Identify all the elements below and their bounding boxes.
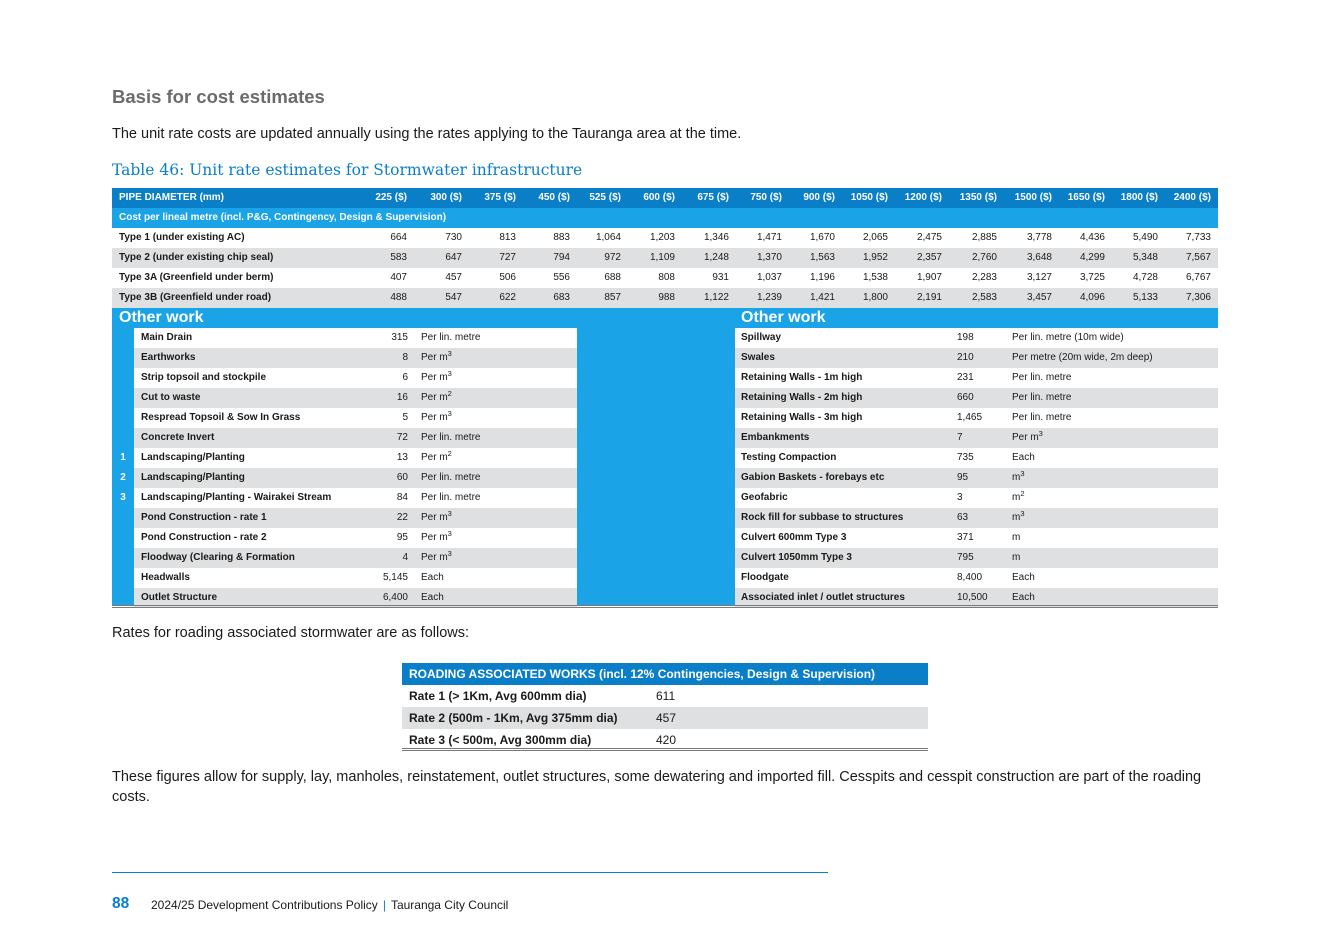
item-rate: 210 — [957, 352, 974, 363]
other-work-item — [134, 368, 577, 388]
pipe-cost-cell: 5,133 — [1132, 292, 1158, 303]
pipe-cost-cell: 1,538 — [862, 272, 888, 283]
section-heading: Basis for cost estimates — [112, 86, 325, 107]
pipe-column-header: 1800 ($) — [1120, 192, 1158, 203]
item-rate: 22 — [396, 512, 408, 523]
other-work-item — [735, 348, 1218, 368]
item-label: Main Drain — [141, 332, 193, 343]
pipe-cost-cell: 3,778 — [1026, 232, 1052, 243]
item-label: Testing Compaction — [741, 452, 837, 463]
item-unit — [1012, 468, 1025, 488]
other-work-item — [735, 508, 1218, 528]
unit-text: Each — [421, 592, 444, 603]
pipe-column-header: 1650 ($) — [1067, 192, 1105, 203]
pipe-cost-cell: 730 — [445, 232, 462, 243]
pipe-cost-cell: 5,348 — [1132, 252, 1158, 263]
table-caption: Table 46: Unit rate estimates for Stormwater infrastructure — [112, 161, 583, 179]
pipe-cost-cell: 683 — [553, 292, 570, 303]
other-work-item — [134, 408, 577, 428]
other-work-item — [735, 568, 1218, 588]
item-label: Outlet Structure — [141, 592, 218, 603]
item-label: Earthworks — [141, 352, 196, 363]
unit-text: Per metre (20m wide, 2m deep) — [1012, 352, 1153, 363]
other-work-item — [735, 428, 1218, 448]
item-unit — [1012, 488, 1025, 508]
pipe-cost-cell: 3,127 — [1026, 272, 1052, 283]
item-rate: 3 — [957, 492, 963, 503]
other-work-item — [735, 368, 1218, 388]
other-work-item — [735, 548, 1218, 568]
item-rate: 95 — [957, 472, 969, 483]
pipe-table-row — [112, 248, 1218, 268]
pipe-cost-cell: 857 — [604, 292, 621, 303]
other-work-item — [134, 468, 577, 488]
pipe-column-header: 1350 ($) — [959, 192, 997, 203]
unit-text: Each — [1012, 592, 1035, 603]
unit-text: Each — [1012, 452, 1035, 463]
pipe-cost-cell: 988 — [658, 292, 675, 303]
middle-band — [577, 328, 735, 606]
unit-text: Per m — [421, 392, 448, 403]
pipe-cost-cell: 1,421 — [809, 292, 835, 303]
item-label: Floodgate — [741, 572, 789, 583]
rates-intro: Rates for roading associated stormwater are as follows: — [112, 625, 470, 641]
unit-text: Per m — [421, 452, 448, 463]
item-unit — [1012, 368, 1071, 388]
item-label: Geofabric — [741, 492, 788, 503]
item-label: Swales — [741, 352, 775, 363]
pipe-cost-cell: 1,670 — [809, 232, 835, 243]
other-work-item — [735, 328, 1218, 348]
pipe-cost-cell: 3,725 — [1079, 272, 1105, 283]
other-work-item — [134, 528, 577, 548]
pipe-cost-cell: 622 — [499, 292, 516, 303]
roading-rate-value: 611 — [656, 689, 676, 703]
pipe-column-header: 225 ($) — [375, 192, 407, 203]
unit-text: Each — [421, 572, 444, 583]
other-work-item — [134, 568, 577, 588]
item-label: Embankments — [741, 432, 810, 443]
pipe-cost-cell: 1,064 — [595, 232, 621, 243]
unit-text: Per lin. metre — [421, 432, 481, 443]
unit-text: m — [1012, 532, 1021, 543]
pipe-cost-cell: 6,767 — [1185, 272, 1211, 283]
item-unit — [1012, 508, 1025, 528]
group-number: 2 — [120, 472, 126, 483]
item-label: Concrete Invert — [141, 432, 215, 443]
other-work-item — [735, 488, 1218, 508]
pipe-table-row — [112, 288, 1218, 308]
other-work-item — [735, 408, 1218, 428]
pipe-column-header: 525 ($) — [589, 192, 621, 203]
unit-text: m — [1012, 492, 1021, 503]
pipe-column-header: 450 ($) — [538, 192, 570, 203]
item-rate: 5,145 — [382, 572, 408, 583]
unit-text: Each — [1012, 572, 1035, 583]
item-unit — [421, 448, 452, 468]
other-work-item — [134, 488, 577, 508]
item-unit — [421, 428, 480, 448]
item-unit — [1012, 408, 1071, 428]
item-rate: 72 — [396, 432, 408, 443]
unit-exponent: 3 — [447, 409, 452, 418]
item-unit — [1012, 348, 1153, 368]
page-number: 88 — [112, 895, 130, 912]
roading-rate-label: Rate 1 (> 1Km, Avg 600mm dia) — [409, 689, 587, 703]
item-rate: 6,400 — [382, 592, 408, 603]
item-rate: 8,400 — [957, 572, 983, 583]
pipe-cost-cell: 931 — [712, 272, 729, 283]
pipe-cost-cell: 7,567 — [1185, 252, 1211, 263]
other-work-item — [134, 448, 577, 468]
item-label: Headwalls — [141, 572, 190, 583]
pipe-cost-cell: 4,299 — [1079, 252, 1105, 263]
item-rate: 198 — [957, 332, 974, 343]
item-unit — [421, 508, 452, 528]
unit-text: Per m — [421, 352, 448, 363]
roading-rate-row — [402, 685, 928, 707]
pipe-cost-cell: 2,583 — [971, 292, 997, 303]
item-label: Landscaping/Planting — [141, 472, 245, 483]
item-unit — [421, 568, 444, 588]
pipe-cost-cell: 506 — [499, 272, 516, 283]
other-work-item — [735, 468, 1218, 488]
pipe-cost-cell: 2,191 — [916, 292, 942, 303]
item-unit — [421, 468, 480, 488]
item-label: Landscaping/Planting — [141, 452, 245, 463]
item-unit — [421, 408, 452, 428]
pipe-cost-cell: 547 — [445, 292, 462, 303]
roading-rate-label: Rate 2 (500m - 1Km, Avg 375mm dia) — [409, 711, 618, 725]
pipe-column-header: 1500 ($) — [1014, 192, 1052, 203]
unit-text: Per m — [1012, 432, 1039, 443]
unit-text: Per m — [421, 372, 448, 383]
pipe-cost-cell: 1,109 — [649, 252, 675, 263]
pipe-cost-cell: 1,952 — [862, 252, 888, 263]
pipe-cost-cell: 1,122 — [703, 292, 729, 303]
item-unit — [421, 548, 452, 568]
pipe-cost-cell: 1,203 — [649, 232, 675, 243]
pipe-cost-cell: 7,733 — [1185, 232, 1211, 243]
item-unit — [1012, 388, 1071, 408]
item-rate: 4 — [402, 552, 408, 563]
pipe-cost-cell: 1,800 — [862, 292, 888, 303]
cost-per-metre-label: Cost per lineal metre (incl. P&G, Contingency, Design & Supervision) — [119, 212, 447, 223]
pipe-cost-cell: 1,370 — [756, 252, 782, 263]
pipe-cost-cell: 583 — [390, 252, 407, 263]
pipe-cost-cell: 457 — [445, 272, 462, 283]
unit-text: m — [1012, 472, 1021, 483]
item-label: Landscaping/Planting - Wairakei Stream — [141, 492, 332, 503]
unit-text: Per lin. metre — [421, 332, 481, 343]
item-rate: 231 — [957, 372, 974, 383]
pipe-cost-cell: 556 — [553, 272, 570, 283]
item-rate: 60 — [396, 472, 408, 483]
unit-exponent: 3 — [1038, 429, 1043, 438]
pipe-diameter-label: PIPE DIAMETER (mm) — [119, 192, 225, 203]
pipe-column-header: 675 ($) — [697, 192, 729, 203]
item-label: Pond Construction - rate 2 — [141, 532, 267, 543]
pipe-cost-cell: 664 — [390, 232, 407, 243]
pipe-cost-cell: 813 — [499, 232, 516, 243]
pipe-table-subheader — [112, 208, 1218, 228]
item-rate: 84 — [396, 492, 408, 503]
pipe-cost-cell: 2,760 — [971, 252, 997, 263]
item-rate: 315 — [391, 332, 408, 343]
roading-table-header: ROADING ASSOCIATED WORKS (incl. 12% Contingencies, Design & Supervision) — [402, 663, 928, 685]
unit-exponent: 3 — [447, 529, 452, 538]
roading-works-table — [402, 663, 928, 751]
footer-rule — [112, 872, 828, 873]
unit-exponent: 3 — [1020, 509, 1025, 518]
item-unit — [421, 488, 480, 508]
pipe-table-row — [112, 268, 1218, 288]
other-work-header — [112, 308, 1218, 328]
pipe-column-header: 1050 ($) — [850, 192, 888, 203]
item-rate: 16 — [396, 392, 408, 403]
pipe-cost-cell: 407 — [390, 272, 407, 283]
other-work-item — [134, 348, 577, 368]
pipe-cost-cell: 688 — [604, 272, 621, 283]
unit-exponent: 2 — [447, 389, 452, 398]
item-label: Culvert 600mm Type 3 — [741, 532, 847, 543]
item-rate: 660 — [957, 392, 974, 403]
pipe-cost-cell: 488 — [390, 292, 407, 303]
item-label: Retaining Walls - 1m high — [741, 372, 863, 383]
other-work-table — [112, 328, 1218, 606]
footer-separator: | — [382, 898, 386, 912]
item-label: Strip topsoil and stockpile — [141, 372, 267, 383]
unit-exponent: 2 — [447, 449, 452, 458]
pipe-cost-cell: 2,475 — [916, 232, 942, 243]
pipe-column-header: 1200 ($) — [904, 192, 942, 203]
table-bottom-rule — [112, 605, 1218, 608]
item-label: Culvert 1050mm Type 3 — [741, 552, 852, 563]
item-unit — [421, 328, 480, 348]
pipe-row-label: Type 1 (under existing AC) — [119, 232, 245, 243]
other-work-item — [735, 448, 1218, 468]
unit-text: Per m — [421, 532, 448, 543]
item-label: Floodway (Clearing & Formation — [141, 552, 295, 563]
pipe-cost-cell: 1,239 — [756, 292, 782, 303]
other-work-left-title: Other work — [119, 309, 204, 326]
other-work-item — [134, 508, 577, 528]
pipe-cost-cell: 3,648 — [1026, 252, 1052, 263]
item-label: Cut to waste — [141, 392, 201, 403]
other-work-item — [735, 388, 1218, 408]
item-label: Respread Topsoil & Sow In Grass — [141, 412, 301, 423]
roading-rate-row — [402, 707, 928, 729]
item-rate: 95 — [396, 532, 408, 543]
item-unit — [421, 368, 452, 388]
item-rate: 8 — [402, 352, 408, 363]
roading-bottom-rule — [402, 748, 928, 751]
unit-text: Per m — [421, 512, 448, 523]
other-work-item — [735, 528, 1218, 548]
pipe-cost-cell: 972 — [604, 252, 621, 263]
unit-text: Per lin. metre — [1012, 412, 1072, 423]
other-work-item — [134, 428, 577, 448]
pipe-cost-cell: 883 — [553, 232, 570, 243]
item-rate: 795 — [957, 552, 974, 563]
unit-text: m — [1012, 552, 1021, 563]
unit-text: Per lin. metre (10m wide) — [1012, 332, 1124, 343]
pipe-cost-cell: 7,306 — [1185, 292, 1211, 303]
item-rate: 371 — [957, 532, 974, 543]
unit-text: m — [1012, 512, 1021, 523]
pipe-cost-cell: 1,346 — [703, 232, 729, 243]
pipe-cost-cell: 2,065 — [862, 232, 888, 243]
pipe-cost-cell: 1,471 — [756, 232, 782, 243]
group-number: 3 — [120, 492, 126, 503]
pipe-column-header: 375 ($) — [484, 192, 516, 203]
footer-title: 2024/25 Development Contributions Policy — [151, 898, 378, 912]
item-unit — [1012, 548, 1020, 568]
pipe-cost-cell: 1,196 — [809, 272, 835, 283]
item-unit — [1012, 428, 1043, 448]
unit-text: Per lin. metre — [421, 492, 481, 503]
item-rate: 5 — [402, 412, 408, 423]
item-rate: 13 — [396, 452, 408, 463]
item-unit — [1012, 328, 1124, 348]
footer-org: Tauranga City Council — [390, 898, 509, 912]
pipe-column-header: 2400 ($) — [1173, 192, 1211, 203]
pipe-cost-cell: 1,037 — [756, 272, 782, 283]
roading-rate-label: Rate 3 (< 500m, Avg 300mm dia) — [409, 733, 592, 747]
pipe-column-header: 300 ($) — [430, 192, 462, 203]
item-unit — [1012, 568, 1035, 588]
item-unit — [1012, 448, 1035, 468]
roading-rate-value: 457 — [656, 711, 677, 725]
pipe-cost-cell: 1,248 — [703, 252, 729, 263]
item-label: Retaining Walls - 3m high — [741, 412, 863, 423]
pipe-table-row — [112, 228, 1218, 248]
unit-text: Per lin. metre — [1012, 372, 1072, 383]
footer-text — [151, 898, 508, 912]
pipe-cost-cell: 4,096 — [1079, 292, 1105, 303]
other-work-right-list — [735, 328, 1218, 608]
item-label: Pond Construction - rate 1 — [141, 512, 267, 523]
pipe-cost-cell: 4,728 — [1132, 272, 1158, 283]
pipe-row-label: Type 3A (Greenfield under berm) — [119, 272, 274, 283]
item-rate: 735 — [957, 452, 974, 463]
item-unit — [1012, 528, 1020, 548]
item-rate: 10,500 — [957, 592, 988, 603]
item-unit — [421, 348, 452, 368]
item-unit — [421, 388, 452, 408]
unit-exponent: 3 — [1020, 469, 1025, 478]
other-work-left-list — [134, 328, 577, 608]
pipe-cost-cell: 727 — [499, 252, 516, 263]
pipe-column-header: 750 ($) — [750, 192, 782, 203]
group-number: 1 — [120, 452, 126, 463]
unit-exponent: 3 — [447, 349, 452, 358]
unit-text: Per lin. metre — [421, 472, 481, 483]
item-label: Rock fill for subbase to structures — [741, 512, 904, 523]
other-work-item — [134, 328, 577, 348]
pipe-cost-cell: 5,490 — [1132, 232, 1158, 243]
pipe-cost-cell: 647 — [445, 252, 462, 263]
other-work-item — [134, 548, 577, 568]
item-unit — [421, 528, 452, 548]
other-work-right-title: Other work — [741, 309, 826, 326]
pipe-cost-cell: 808 — [658, 272, 675, 283]
unit-exponent: 3 — [447, 549, 452, 558]
item-rate: 7 — [957, 432, 963, 443]
unit-exponent: 3 — [447, 509, 452, 518]
pipe-cost-table — [112, 188, 1218, 308]
unit-text: Per m — [421, 412, 448, 423]
item-label: Retaining Walls - 2m high — [741, 392, 863, 403]
unit-exponent: 3 — [447, 369, 452, 378]
pipe-column-header: 600 ($) — [643, 192, 675, 203]
pipe-cost-cell: 794 — [553, 252, 570, 263]
item-rate: 6 — [402, 372, 408, 383]
closing-paragraph: These figures allow for supply, lay, manholes, reinstatement, outlet structures, some dewatering and imported fill. Cesspits and cesspit construction are part of the roading costs. — [112, 769, 1202, 805]
item-label: Gabion Baskets - forebays etc — [741, 472, 885, 483]
pipe-cost-cell: 4,436 — [1079, 232, 1105, 243]
unit-exponent: 2 — [1020, 489, 1025, 498]
pipe-row-label: Type 2 (under existing chip seal) — [119, 252, 274, 263]
pipe-row-label: Type 3B (Greenfield under road) — [119, 292, 272, 303]
pipe-cost-cell: 3,457 — [1026, 292, 1052, 303]
pipe-cost-cell: 2,885 — [971, 232, 997, 243]
item-label: Spillway — [741, 332, 782, 343]
pipe-cost-cell: 1,563 — [809, 252, 835, 263]
roading-rate-value: 420 — [656, 733, 677, 747]
intro-paragraph: The unit rate costs are updated annually using the rates applying to the Tauranga area at the time. — [112, 126, 742, 142]
item-label: Associated inlet / outlet structures — [741, 592, 905, 603]
pipe-table-header — [112, 188, 1218, 208]
item-rate: 1,465 — [957, 412, 983, 423]
item-rate: 63 — [957, 512, 969, 523]
pipe-cost-cell: 2,357 — [916, 252, 942, 263]
unit-text: Per lin. metre — [1012, 392, 1072, 403]
unit-text: Per m — [421, 552, 448, 563]
other-work-item — [134, 388, 577, 408]
pipe-column-header: 900 ($) — [803, 192, 835, 203]
pipe-cost-cell: 2,283 — [971, 272, 997, 283]
pipe-cost-cell: 1,907 — [916, 272, 942, 283]
